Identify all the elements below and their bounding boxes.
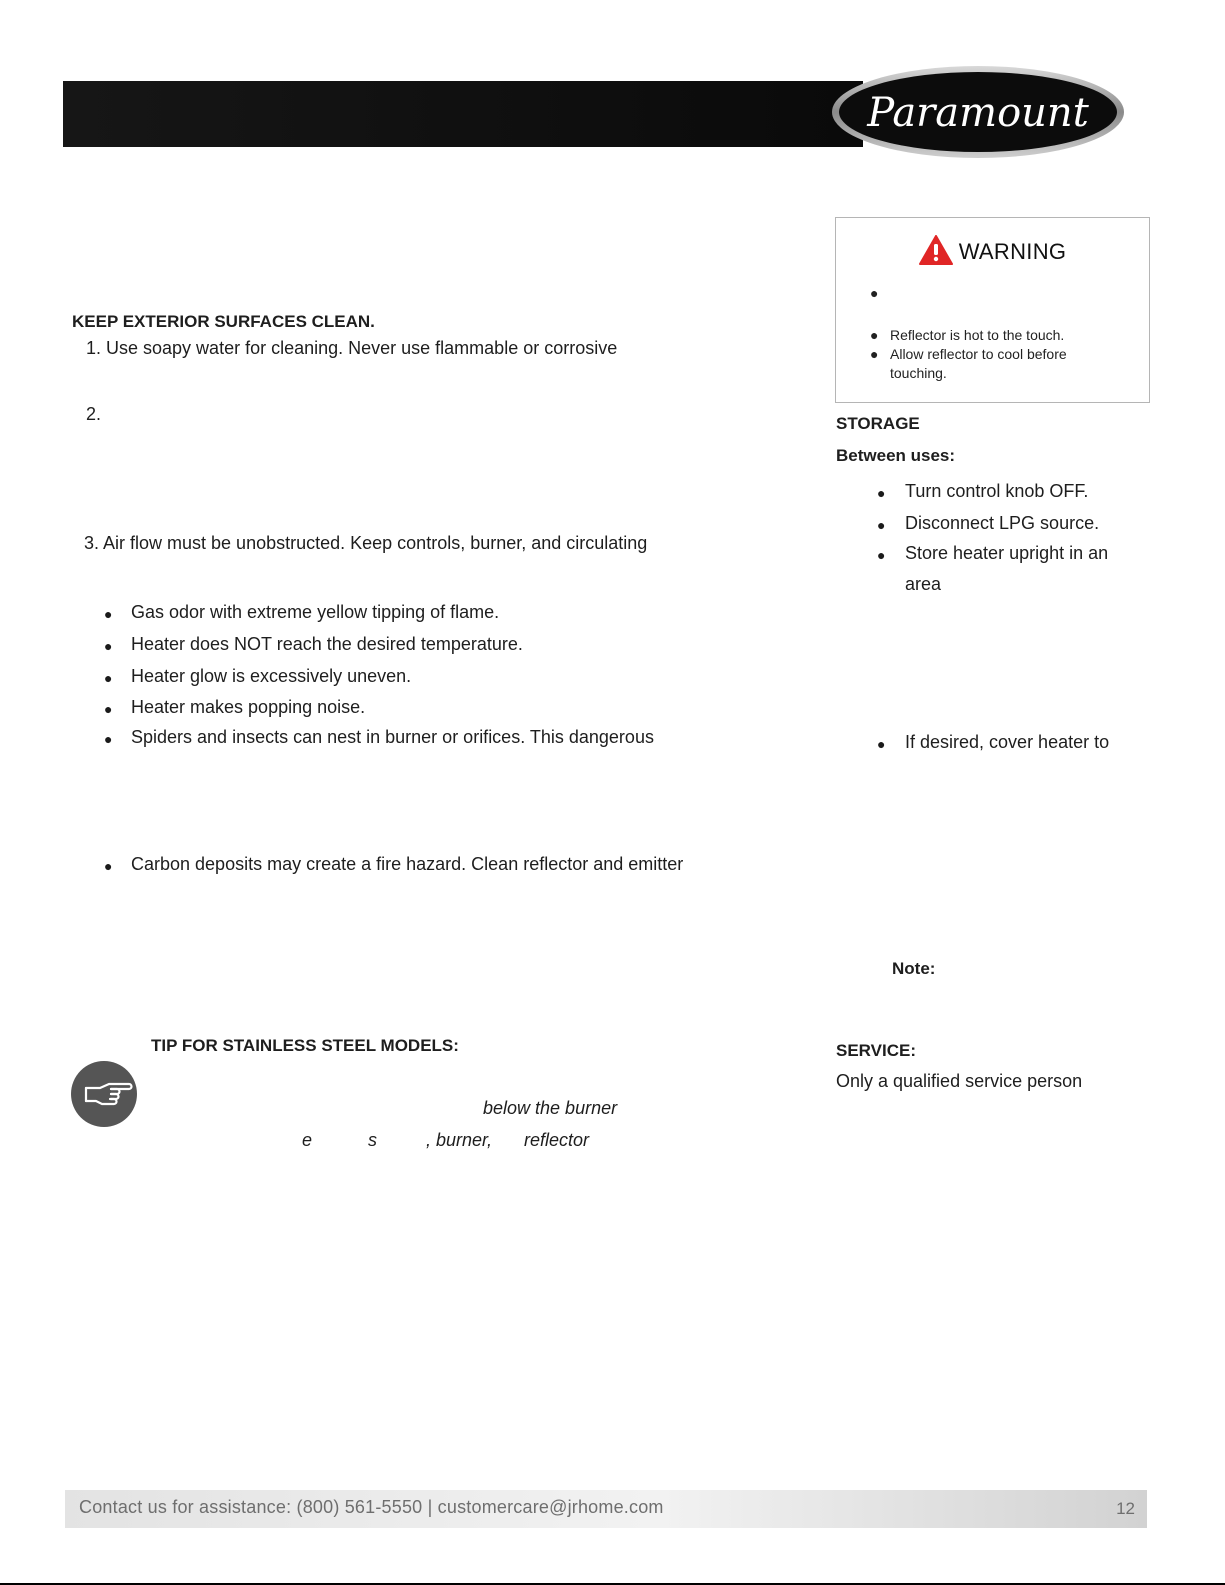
service-heading: SERVICE:	[836, 1041, 916, 1060]
bullet-dot: ●	[877, 547, 886, 563]
list-item: Heater makes popping noise.	[131, 697, 366, 717]
tip-fragment: , burner,	[426, 1130, 493, 1150]
brand-logo	[830, 64, 1130, 160]
footer-contact: Contact us for assistance: (800) 561-5550 | customercare@jrhome.com	[79, 1497, 664, 1517]
list-item: Heater glow is excessively uneven.	[131, 666, 412, 686]
pointing-hand-icon	[71, 1061, 137, 1127]
note-label: Note:	[892, 959, 936, 978]
list-item-carbon: Carbon deposits may create a fire hazard. Clean reflector and emitter	[131, 854, 684, 874]
bullet-dot: ●	[104, 638, 113, 654]
tip-fragment: e	[302, 1130, 313, 1150]
warning-bullet: ● Allow reflector to cool before	[870, 346, 1067, 362]
warning-bullet: ● Reflector is hot to the touch.	[870, 327, 1065, 343]
bullet-dot: ●	[877, 736, 886, 752]
instruction-item-2: 2.	[86, 404, 102, 424]
storage-heading: STORAGE	[836, 414, 920, 433]
storage-item-continuation: area	[905, 574, 942, 594]
bullet-dot: ●	[877, 517, 886, 533]
bullet-dot: ●	[104, 670, 113, 686]
warning-bullet-continuation: touching.	[890, 365, 947, 381]
bullet-dot: ●	[104, 858, 113, 874]
bullet-dot: ●	[877, 485, 886, 501]
bullet-dot: ●	[104, 606, 113, 622]
header-bar	[63, 81, 863, 147]
storage-item: Turn control knob OFF.	[905, 481, 1089, 501]
warning-title-text: WARNING	[958, 239, 1067, 264]
bullet-dot: ●	[104, 731, 113, 747]
page-number: 12	[1116, 1499, 1135, 1518]
svg-text:Paramount: Paramount	[867, 90, 1089, 136]
footer-bar	[65, 1490, 1147, 1528]
service-text: Only a qualified service person	[836, 1071, 1083, 1091]
tip-fragment: s	[368, 1130, 377, 1150]
warning-bullet-empty: ●	[870, 285, 879, 301]
warning-bullets	[854, 284, 1134, 383]
storage-item-cover: If desired, cover heater to	[905, 732, 1110, 752]
bullet-dot: ●	[104, 701, 113, 717]
warning-box	[835, 217, 1150, 403]
storage-item: Store heater upright in an	[905, 543, 1109, 563]
between-uses-label: Between uses:	[836, 446, 956, 465]
tip-fragment: reflector	[524, 1130, 590, 1150]
brand-logo-icon	[830, 64, 1130, 160]
tip-fragment: below the burner	[483, 1098, 618, 1118]
storage-item: Disconnect LPG source.	[905, 513, 1100, 533]
section-heading: KEEP EXTERIOR SURFACES CLEAN.	[72, 312, 375, 331]
tip-heading: TIP FOR STAINLESS STEEL MODELS:	[151, 1036, 459, 1055]
instruction-item-3: 3. Air flow must be unobstructed. Keep controls, burner, and circulating	[84, 533, 648, 553]
list-item: Heater does NOT reach the desired temperature.	[131, 634, 523, 654]
warning-icon	[919, 235, 953, 265]
warning-title	[836, 235, 1149, 265]
list-item: Gas odor with extreme yellow tipping of flame.	[131, 602, 500, 622]
instruction-item-1: 1. Use soapy water for cleaning. Never use flammable or corrosive	[86, 338, 618, 358]
list-item: Spiders and insects can nest in burner or orifices. This dangerous	[131, 727, 654, 747]
